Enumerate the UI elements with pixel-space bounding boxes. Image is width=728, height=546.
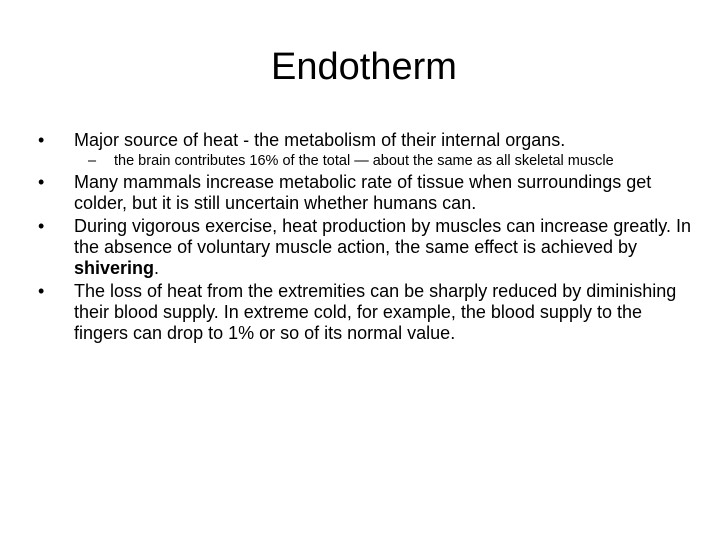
slide-title: Endotherm xyxy=(271,46,457,88)
bullet-item-3 xyxy=(38,216,698,279)
bullet-text: The loss of heat from the extremities can be sharply reduced by diminishing their blood supply. In extreme cold, for example, the blood supply to the fingers can drop to 1% or so of its normal value. xyxy=(74,281,677,343)
bullet-item-1 xyxy=(38,130,698,170)
sub-bullet-item-1 xyxy=(88,153,698,170)
bullet-marker: • xyxy=(38,172,45,192)
sub-bullet-list xyxy=(74,153,698,170)
bullet-marker: • xyxy=(38,281,45,301)
sub-bullet-text: the brain contributes 16% of the total — about the same as all skeletal muscle xyxy=(114,153,614,169)
bullet-text: Many mammals increase metabolic rate of tissue when surroundings get colder, but it is still uncertain whether humans can. xyxy=(74,172,652,213)
bullet-item-2 xyxy=(38,172,698,214)
bullet-marker: • xyxy=(38,216,45,236)
bullet-list xyxy=(38,130,698,346)
bullet-text-bold: shivering xyxy=(74,258,155,278)
bullet-text: Major source of heat - the metabolism of their internal organs. xyxy=(74,130,566,150)
bullet-marker: • xyxy=(38,130,45,150)
bullet-text-before: During vigorous exercise, heat production by muscles can increase greatly. In the absence of voluntary muscle action, the same effect is achieved by xyxy=(74,216,691,257)
sub-bullet-marker: – xyxy=(88,153,97,169)
bullet-text-after: . xyxy=(154,258,160,278)
bullet-item-4 xyxy=(38,281,698,344)
